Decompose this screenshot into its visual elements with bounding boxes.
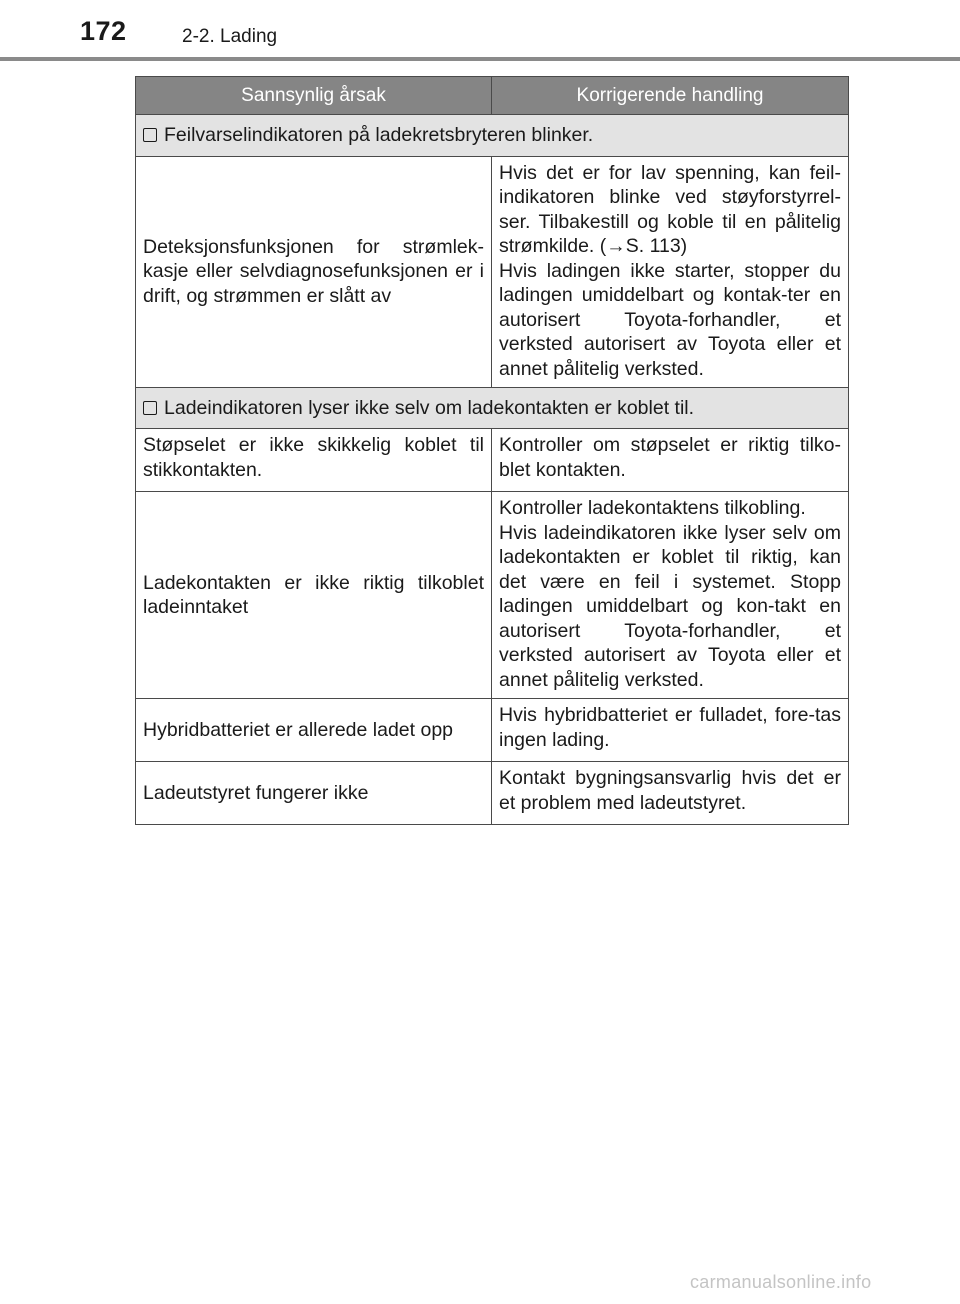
group-title: Ladeindikatoren lyser ikke selv om ladekontakten er koblet til. [164,396,695,419]
action-cell [492,699,849,762]
action-line: Kontroller ladekontaktens tilkobling. [499,497,806,519]
troubleshooting-table [135,76,849,825]
table-row [136,699,849,762]
group-row [136,387,849,429]
troubleshooting-table-container [135,76,848,825]
action-line: Hvis hybridbatteriet er fulladet, fore-tas ingen lading. [499,704,841,751]
checkbox-icon [143,401,157,415]
table-row [136,156,849,387]
action-cell [492,156,849,387]
column-header-cause: Sannsynlig årsak [136,77,492,115]
table-header-row [136,77,849,115]
group-heading [136,115,849,157]
action-cell [492,762,849,825]
table-row [136,762,849,825]
cause-cell: Deteksjonsfunksjonen for strømlek-kasje eller selvdiagnosefunksjonen er i drift, og strømmen er slått av [136,156,492,387]
checkbox-icon [143,128,157,142]
group-title: Feilvarselindikatoren på ladekretsbryteren blinker. [164,124,594,146]
column-header-action: Korrigerende handling [492,77,849,115]
action-line: Hvis ladingen ikke starter, stopper du ladingen umiddelbart og kontak-ter en autorisert Toyota-forhandler, et verksted autorisert av Toyota eller et annet pålitelig verksted. [499,259,841,380]
action-cell [492,492,849,699]
cause-cell: Ladeutstyret fungerer ikke [136,762,492,825]
table-row [136,492,849,699]
table-row [136,429,849,492]
action-line: Hvis ladeindikatoren ikke lyser selv om ladekontakten er koblet til riktig, kan det være en feil i systemet. Stopp ladingen umiddelbart og kon-takt en autorisert Toyota-forhandler, et verksted autorisert av Toyota eller et annet pålitelig verksted. [499,521,841,691]
section-title: 2-2. Lading [182,26,278,47]
action-line: Kontroller om støpselet er riktig tilko-blet kontakten. [499,434,841,481]
cause-cell: Ladekontakten er ikke riktig tilkoblet ladeinntaket [136,492,492,699]
group-heading [136,387,849,429]
action-line: Kontakt bygningsansvarlig hvis det er et problem med ladeutstyret. [499,767,841,814]
cause-cell: Støpselet er ikke skikkelig koblet til stikkontakten. [136,429,492,492]
cause-cell: Hybridbatteriet er allerede ladet opp [136,699,492,762]
watermark-text: carmanualsonline.info [690,1272,872,1292]
page-header [0,0,960,62]
page-number: 172 [80,16,127,46]
action-cell [492,429,849,492]
group-row [136,115,849,157]
header-divider [0,57,960,61]
action-line: Hvis det er for lav spenning, kan feil-indikatoren blinke ved støyforstyrrel-ser. Tilbakestill og koble til en pålitelig strømkilde. (→S. 113) [499,161,841,257]
